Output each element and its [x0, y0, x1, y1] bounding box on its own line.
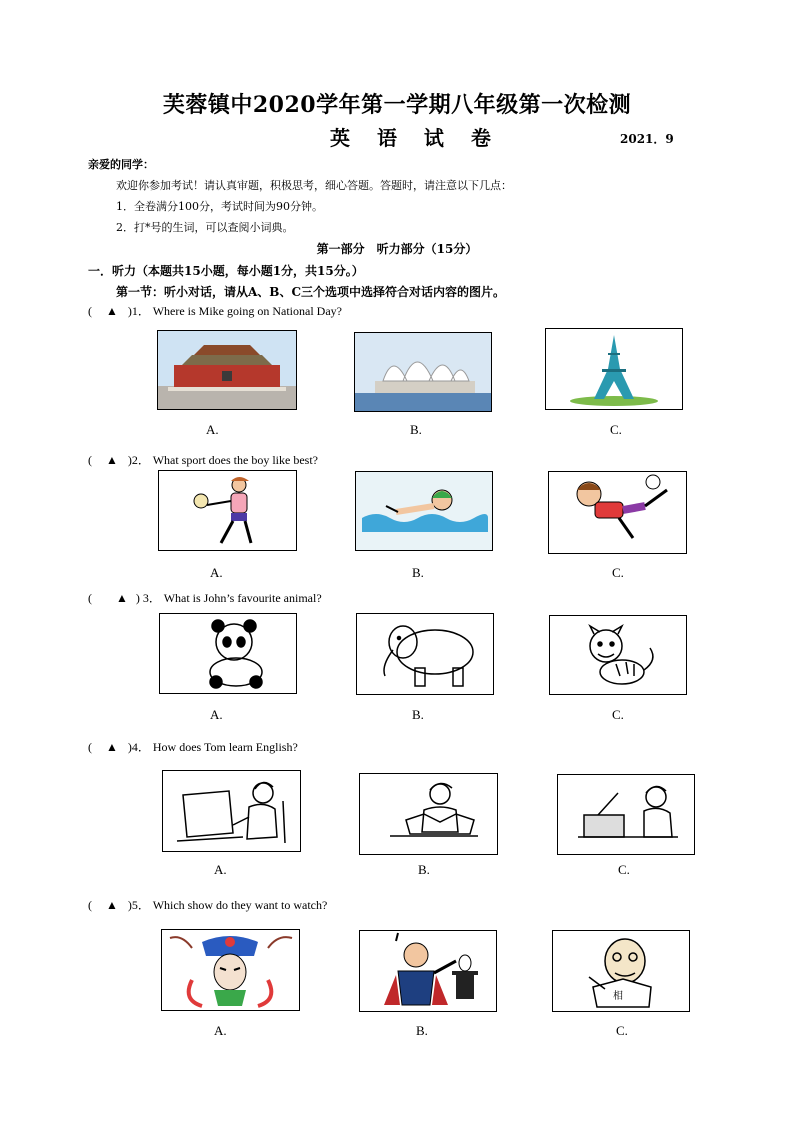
listening-radio-image — [557, 774, 695, 855]
swimmer-image — [355, 471, 493, 551]
option-c: C. — [612, 707, 624, 722]
option-b: B. — [412, 565, 424, 580]
tiananmen-gate-image — [157, 330, 297, 410]
instruction-intro: 欢迎你参加考试！请认真审题，积极思考，细心答题。答题时，请注意以下几点： — [116, 179, 512, 192]
question-text: How does Tom learn English? — [152, 740, 298, 754]
option-b: B. — [416, 1023, 428, 1038]
panda-image — [159, 613, 297, 694]
option-b: B. — [410, 422, 422, 437]
option-a: A. — [214, 1023, 227, 1038]
volleyball-player-image — [158, 470, 297, 551]
instruction-item-2: 2．打*号的生词，可以查阅小词典。 — [116, 221, 294, 234]
exam-date: 2021．9 — [620, 132, 674, 146]
part-heading: 一．听力（本题共15小题，每小题1分，共15分。） — [88, 264, 364, 278]
answer-blank[interactable]: ▲ — [106, 453, 118, 467]
instruction-item-1: 1．全卷满分100分，考试时间为90分钟。 — [116, 200, 323, 213]
question-text: What sport does the boy like best? — [152, 453, 318, 467]
beijing-opera-image — [161, 929, 300, 1011]
answer-blank[interactable]: ▲ — [116, 591, 128, 605]
answer-blank[interactable]: ▲ — [106, 898, 118, 912]
answer-blank[interactable]: ▲ — [106, 304, 118, 318]
computer-learning-image — [162, 770, 301, 852]
option-c: C. — [616, 1023, 628, 1038]
question-text: Where is Mike going on National Day? — [152, 304, 342, 318]
question-1: ( ▲ )1． Where is Mike going on National Day? — [88, 304, 342, 318]
reading-book-image — [359, 773, 498, 855]
option-b: B. — [412, 707, 424, 722]
exam-subtitle: 英 语 试 卷 — [330, 126, 501, 150]
question-5: ( ▲ )5． Which show do they want to watch? — [88, 898, 328, 912]
answer-blank[interactable]: ▲ — [106, 740, 118, 754]
question-2: ( ▲ )2． What sport does the boy like best? — [88, 453, 318, 467]
section-heading: 第一部分 听力部分（15分） — [316, 242, 478, 256]
option-a: A. — [214, 862, 227, 877]
svg-text:相: 相 — [613, 991, 623, 1002]
option-a: A. — [206, 422, 219, 437]
greeting: 亲爱的同学： — [88, 158, 154, 171]
question-text: Which show do they want to watch? — [152, 898, 328, 912]
eiffel-tower-image — [545, 328, 683, 410]
option-b: B. — [418, 862, 430, 877]
magic-show-image — [359, 930, 497, 1012]
option-c: C. — [610, 422, 622, 437]
question-4: ( ▲ )4． How does Tom learn English? — [88, 740, 298, 754]
option-a: A. — [210, 707, 223, 722]
tiger-image — [549, 615, 687, 695]
option-c: C. — [612, 565, 624, 580]
option-c: C. — [618, 862, 630, 877]
sydney-opera-house-image — [354, 332, 492, 412]
question-3: ( ▲ ) 3． What is John’s favourite animal? — [88, 591, 322, 605]
exam-title: 芙蓉镇中2020学年第一学期八年级第一次检测 — [162, 92, 632, 118]
subsection-heading: 第一节：听小对话，请从A、B、C三个选项中选择符合对话内容的图片。 — [116, 285, 506, 299]
football-kick-image — [548, 471, 687, 554]
crosstalk-image — [552, 930, 690, 1012]
question-text: What is John’s favourite animal? — [163, 591, 322, 605]
option-a: A. — [210, 565, 223, 580]
elephant-image — [356, 613, 494, 695]
